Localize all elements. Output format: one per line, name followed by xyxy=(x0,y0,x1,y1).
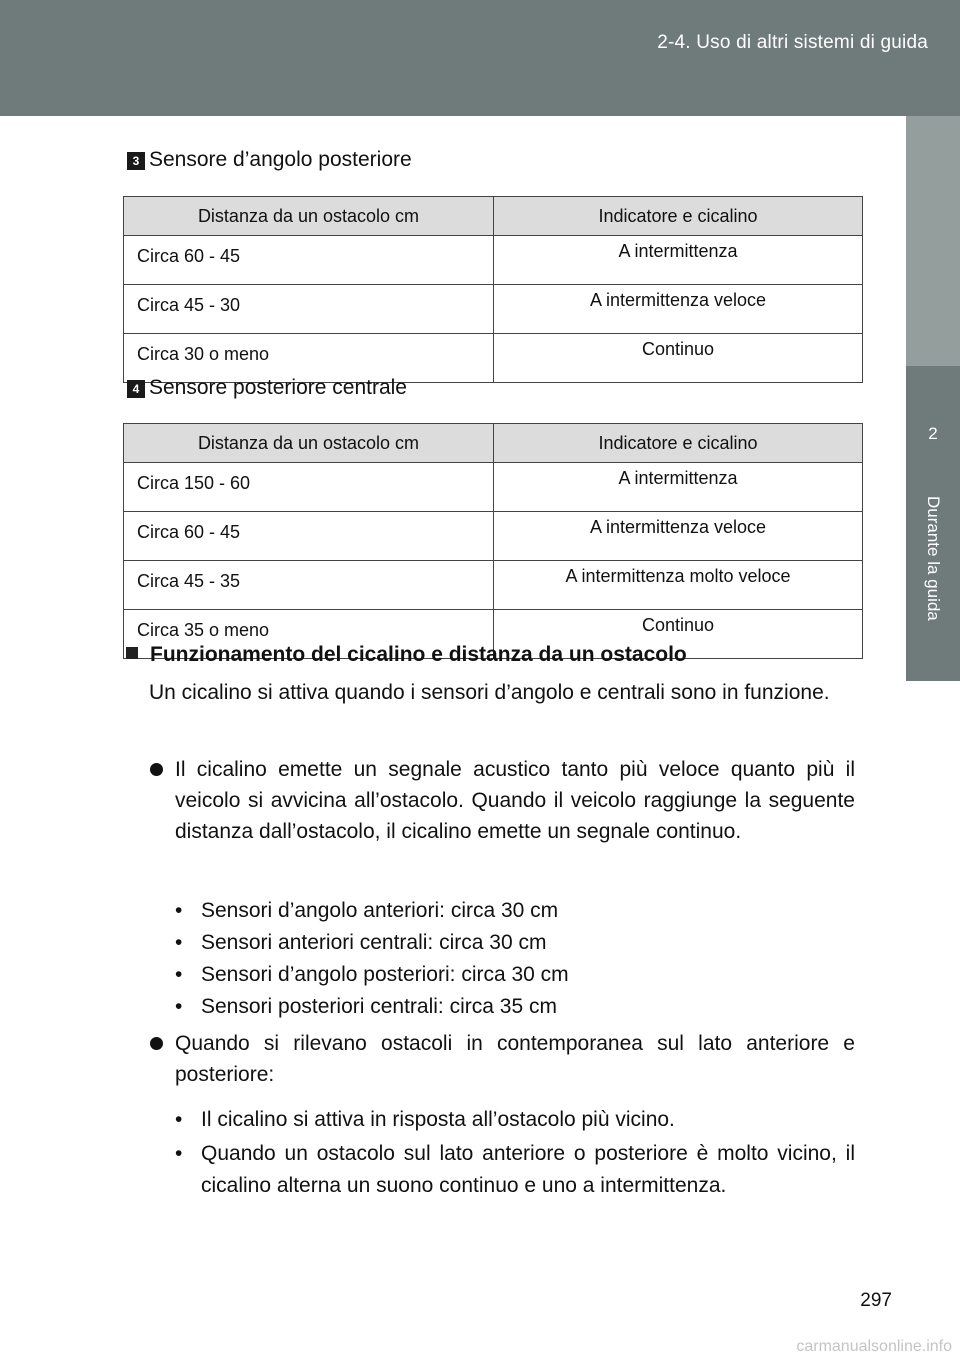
list-item xyxy=(175,895,855,927)
page-number: 297 xyxy=(860,1290,892,1311)
distance-cell: Circa 150 - 60 xyxy=(124,463,494,512)
distance-table-rear-center xyxy=(123,423,863,659)
point-item-1 xyxy=(150,754,855,847)
list-item xyxy=(175,1138,855,1202)
table-row xyxy=(124,236,863,285)
column-header-indicator: Indicatore e cicalino xyxy=(494,197,863,236)
bullet-marker: • xyxy=(175,899,183,922)
indicator-cell: A intermittenza xyxy=(494,236,863,285)
list-item-text: Quando un ostacolo sul lato anteriore o posteriore è molto vicino, il cicalino alterna un suono continuo e uno a intermittenza. xyxy=(201,1142,855,1197)
square-bullet-icon xyxy=(126,647,138,659)
indicator-cell: Continuo xyxy=(494,610,863,659)
list-item-text: Sensori d’angolo anteriori: circa 30 cm xyxy=(201,899,559,922)
list-item-text: Il cicalino si attiva in risposta all’ostacolo più vicino. xyxy=(201,1108,675,1131)
list-item-text: Sensori anteriori centrali: circa 30 cm xyxy=(201,931,547,954)
table-row xyxy=(124,561,863,610)
distance-cell: Circa 35 o meno xyxy=(124,610,494,659)
point-text: Quando si rilevano ostacoli in contemporanea sul lato anteriore e posteriore: xyxy=(175,1032,855,1086)
list-item xyxy=(175,927,855,959)
table-row xyxy=(124,512,863,561)
indicator-cell: A intermittenza xyxy=(494,463,863,512)
table-row xyxy=(124,285,863,334)
column-header-distance: Distanza da un ostacolo cm xyxy=(124,424,494,463)
distance-table-rear-corner xyxy=(123,196,863,383)
section-title: Sensore posteriore centrale xyxy=(149,376,407,399)
side-tab-upper xyxy=(906,116,960,366)
chapter-label: Durante la guida xyxy=(924,496,943,621)
distance-cell: Circa 30 o meno xyxy=(124,334,494,383)
list-item xyxy=(175,1104,855,1136)
indicator-cell: A intermittenza veloce xyxy=(494,285,863,334)
indicator-cell: A intermittenza molto veloce xyxy=(494,561,863,610)
point-text: Il cicalino emette un segnale acustico tanto più veloce quanto più il veicolo si avvicina all’ostacolo. Quando il veicolo raggiunge la seguente distanza dall’ostacolo, il cicalino emette un segnale continuo. xyxy=(175,758,855,843)
section-title: Sensore d’angolo posteriore xyxy=(149,148,412,171)
bullet-marker: • xyxy=(175,931,183,954)
chapter-title: 2-4. Uso di altri sistemi di guida xyxy=(657,32,928,53)
intro-paragraph: Un cicalino si attiva quando i sensori d’angolo e centrali sono in funzione. xyxy=(149,681,830,704)
column-header-distance: Distanza da un ostacolo cm xyxy=(124,197,494,236)
distance-cell: Circa 60 - 45 xyxy=(124,512,494,561)
list-item xyxy=(175,991,855,1023)
list-item xyxy=(175,959,855,991)
table-header-row xyxy=(124,197,863,236)
watermark: carmanualsonline.info xyxy=(796,1338,952,1355)
table-row xyxy=(124,463,863,512)
bullet-dot-icon xyxy=(150,763,163,776)
section-number-badge: 4 xyxy=(127,380,145,398)
section-heading-3 xyxy=(127,148,412,172)
distance-cell: Circa 45 - 30 xyxy=(124,285,494,334)
bullet-marker: • xyxy=(175,963,183,986)
bullet-marker: • xyxy=(175,1108,183,1131)
distance-cell: Circa 60 - 45 xyxy=(124,236,494,285)
indicator-cell: A intermittenza veloce xyxy=(494,512,863,561)
list-item-text: Sensori posteriori centrali: circa 35 cm xyxy=(201,995,557,1018)
bullet-marker: • xyxy=(175,1142,183,1165)
column-header-indicator: Indicatore e cicalino xyxy=(494,424,863,463)
point-item-2 xyxy=(150,1028,855,1090)
bullet-dot-icon xyxy=(150,1037,163,1050)
chapter-number: 2 xyxy=(928,424,938,443)
section-heading-4 xyxy=(127,376,407,400)
distance-cell: Circa 45 - 35 xyxy=(124,561,494,610)
subsection-heading xyxy=(126,643,687,667)
subsection-heading-text: Funzionamento del cicalino e distanza da un ostacolo xyxy=(150,643,687,666)
table-header-row xyxy=(124,424,863,463)
bullet-marker: • xyxy=(175,995,183,1018)
indicator-cell: Continuo xyxy=(494,334,863,383)
section-number-badge: 3 xyxy=(127,152,145,170)
header-bar xyxy=(0,0,960,116)
chapter-side-tab xyxy=(906,366,960,681)
list-item-text: Sensori d’angolo posteriori: circa 30 cm xyxy=(201,963,569,986)
